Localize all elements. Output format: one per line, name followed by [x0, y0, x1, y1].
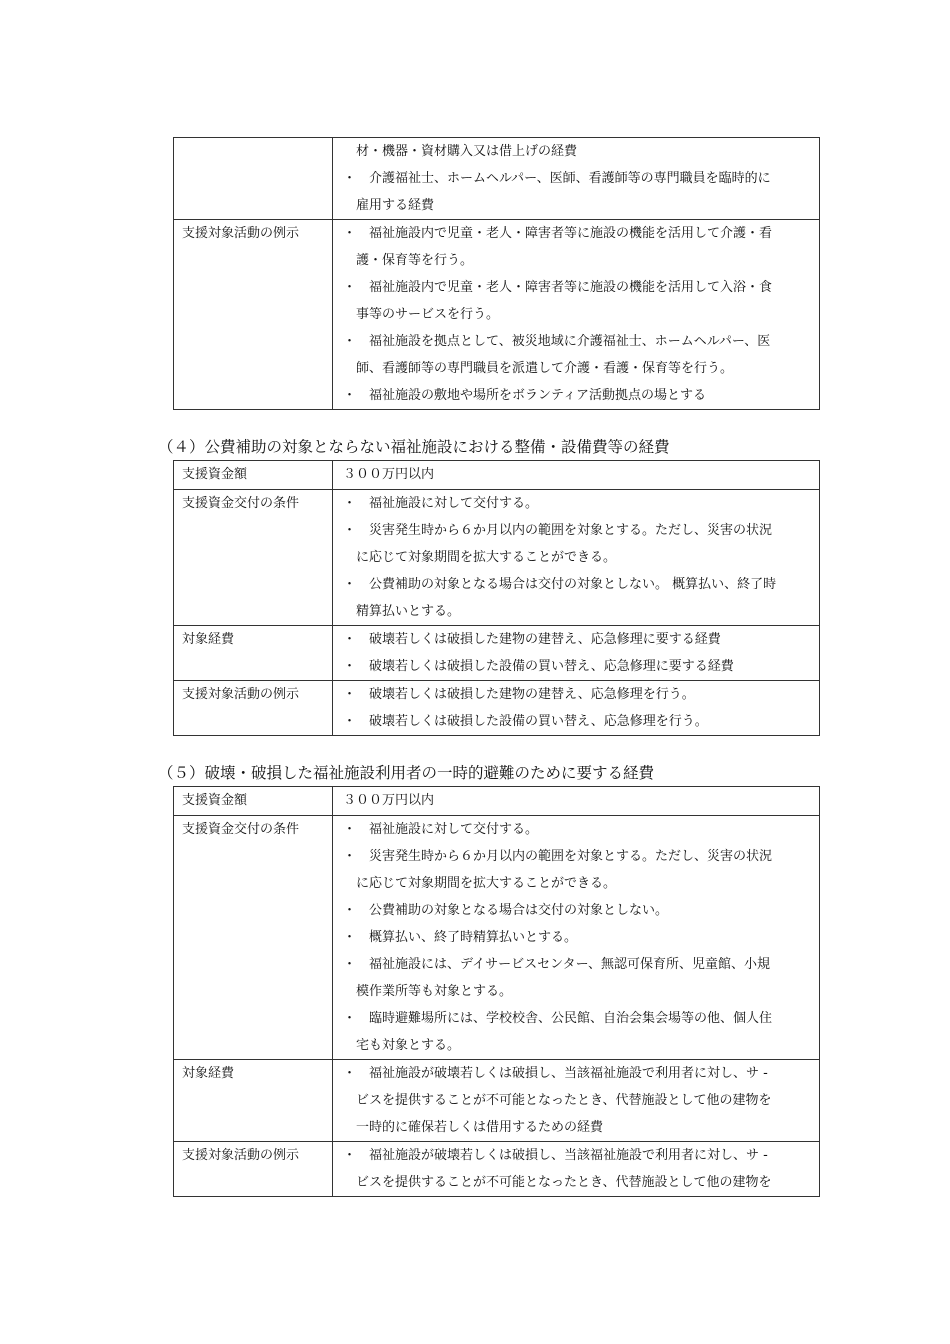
amount-label: 支援資金額: [174, 461, 333, 490]
item-line: [343, 490, 809, 517]
row-label: 支援対象活動の例示: [174, 1142, 333, 1197]
item-line: [343, 328, 809, 355]
row-content: [333, 1142, 820, 1197]
amount-label: 支援資金額: [174, 787, 333, 816]
item-line: [343, 274, 809, 301]
row-label: 対象経費: [174, 626, 333, 681]
bullet-icon: ・: [343, 334, 357, 349]
bullet-item: [343, 1005, 809, 1059]
item-text: 事等のサービスを行う。: [356, 307, 500, 322]
amount-value: ３００万円以内: [333, 461, 820, 490]
table-row: [174, 490, 820, 626]
bullet-item: [343, 165, 809, 219]
table-row: [174, 626, 820, 681]
item-text: 福祉施設が破壊若しくは破損し、当該福祉施設で利用者に対し、サ -: [369, 1148, 768, 1163]
item-text: 破壊若しくは破損した建物の建替え、応急修理に要する経費: [369, 632, 721, 647]
bullet-item: [343, 328, 809, 382]
row-label: 支援資金交付の条件: [174, 816, 333, 1060]
item-text: 福祉施設の敷地や場所をボランティア活動拠点の場とする: [369, 388, 706, 403]
item-line: [343, 924, 809, 951]
item-line: [343, 653, 809, 680]
bullet-icon: ・: [343, 226, 357, 241]
table-body: [174, 461, 820, 736]
item-text: に応じて対象期間を拡大することができる。: [356, 550, 617, 565]
item-text: 福祉施設には、デイサービスセンター、無認可保育所、児童館、小規: [369, 957, 771, 972]
item-text: 災害発生時から６か月以内の範囲を対象とする。ただし、災害の状況: [369, 849, 773, 864]
item-line: [343, 816, 809, 843]
bullet-item: [343, 382, 809, 409]
amount-value: ３００万円以内: [333, 787, 820, 816]
table-row: [174, 1142, 820, 1197]
item-line: [343, 138, 809, 165]
item-text: 模作業所等も対象とする。: [356, 984, 513, 999]
bullet-item: [343, 490, 809, 517]
item-text: 雇用する経費: [356, 198, 435, 213]
bullet-icon: ・: [343, 930, 357, 945]
bullet-icon: ・: [343, 849, 357, 864]
item-text: ビスを提供することが不可能となったとき、代替施設として他の建物を: [356, 1093, 772, 1108]
bullet-item: [343, 220, 809, 274]
item-line: [343, 843, 809, 870]
item-line: [343, 708, 809, 735]
item-text: 災害発生時から６か月以内の範囲を対象とする。ただし、災害の状況: [369, 523, 773, 538]
item-text: 福祉施設が破壊若しくは破損し、当該福祉施設で利用者に対し、サ -: [369, 1066, 768, 1081]
item-text: 福祉施設内で児童・老人・障害者等に施設の機能を活用して介護・看: [369, 226, 773, 241]
row-label: 支援資金交付の条件: [174, 490, 333, 626]
item-text: 公費補助の対象となる場合は交付の対象としない。: [369, 903, 669, 918]
item-text: に応じて対象期間を拡大することができる。: [356, 876, 617, 891]
item-text: 破壊若しくは破損した設備の買い替え、応急修理を行う。: [369, 714, 708, 729]
bullet-item: [343, 708, 809, 735]
item-line: [343, 192, 809, 219]
section-4-heading: （４）公費補助の対象とならない福祉施設における整備・設備費等の経費: [158, 438, 670, 456]
item-line: [343, 1169, 809, 1196]
item-line: [343, 544, 809, 571]
item-line: [343, 1114, 809, 1141]
item-line: [343, 1032, 809, 1059]
item-text: 一時的に確保若しくは借用するための経費: [356, 1120, 604, 1135]
table-body: [174, 138, 820, 410]
bullet-icon: ・: [343, 714, 357, 729]
item-line: [343, 1087, 809, 1114]
bullet-item: [343, 274, 809, 328]
bullet-icon: ・: [343, 388, 357, 403]
table-row: [174, 816, 820, 1060]
item-text: 福祉施設を拠点として、被災地域に介護福祉士、ホームヘルパー、医: [369, 334, 771, 349]
item-line: [343, 247, 809, 274]
bullet-icon: ・: [343, 1011, 357, 1026]
table-row: [174, 1060, 820, 1142]
item-line: [343, 681, 809, 708]
table-section-4: [173, 460, 820, 736]
item-text: 破壊若しくは破損した建物の建替え、応急修理を行う。: [369, 687, 695, 702]
item-line: [343, 626, 809, 653]
item-text: 介護福祉士、ホームヘルパー、医師、看護師等の専門職員を臨時的に: [369, 171, 771, 186]
row-content: [333, 626, 820, 681]
bullet-icon: ・: [343, 903, 357, 918]
item-text: 福祉施設に対して交付する。: [369, 822, 539, 837]
row-label: [174, 138, 333, 220]
bullet-item: [343, 897, 809, 924]
bullet-item: [343, 951, 809, 1005]
item-line: [343, 382, 809, 409]
bullet-icon: ・: [343, 632, 357, 647]
item-line: [343, 897, 809, 924]
item-text: 概算払い、終了時精算払いとする。: [369, 930, 578, 945]
item-line: [343, 220, 809, 247]
item-text: 宅も対象とする。: [356, 1038, 461, 1053]
item-text: 公費補助の対象となる場合は交付の対象としない。 概算払い、終了時: [369, 577, 777, 592]
bullet-item: [343, 816, 809, 843]
bullet-icon: ・: [343, 496, 357, 511]
row-content: [333, 816, 820, 1060]
bullet-item: [343, 517, 809, 571]
item-text: ビスを提供することが不可能となったとき、代替施設として他の建物を: [356, 1175, 772, 1190]
bullet-icon: ・: [343, 659, 357, 674]
item-text: 臨時避難場所には、学校校舎、公民館、自治会集会場等の他、個人住: [369, 1011, 773, 1026]
bullet-item: [343, 843, 809, 897]
row-content: [333, 138, 820, 220]
amount-row: [174, 787, 820, 816]
item-line: [343, 951, 809, 978]
table-row: [174, 138, 820, 220]
bullet-item: [343, 924, 809, 951]
bullet-icon: ・: [343, 1066, 357, 1081]
row-label: 支援対象活動の例示: [174, 220, 333, 410]
item-text: 福祉施設に対して交付する。: [369, 496, 539, 511]
section-5-heading: （５）破壊・破損した福祉施設利用者の一時的避難のために要する経費: [158, 764, 655, 782]
bullet-icon: ・: [343, 280, 357, 295]
bullet-icon: ・: [343, 822, 357, 837]
row-content: [333, 220, 820, 410]
table-section-5: [173, 786, 820, 1197]
item-text: 師、看護師等の専門職員を派遣して介護・看護・保育等を行う。: [356, 361, 734, 376]
row-content: [333, 490, 820, 626]
table-row: [174, 220, 820, 410]
item-text: 精算払いとする。: [356, 604, 461, 619]
item-line: [343, 978, 809, 1005]
bullet-item: [343, 626, 809, 653]
item-line: [343, 1142, 809, 1169]
item-text: 材・機器・資材購入又は借上げの経費: [356, 144, 578, 159]
bullet-icon: ・: [343, 523, 357, 538]
table-body: [174, 787, 820, 1197]
item-line: [343, 517, 809, 544]
item-line: [343, 301, 809, 328]
row-content: [333, 681, 820, 736]
table-row: [174, 681, 820, 736]
row-content: [333, 1060, 820, 1142]
item-text: 破壊若しくは破損した設備の買い替え、応急修理に要する経費: [369, 659, 734, 674]
item-line: [343, 1005, 809, 1032]
bullet-item: [343, 571, 809, 625]
item-line: [343, 870, 809, 897]
item-text: 福祉施設内で児童・老人・障害者等に施設の機能を活用して入浴・食: [369, 280, 773, 295]
item-line: [343, 571, 809, 598]
item-text: 護・保育等を行う。: [356, 253, 474, 268]
item-line: [343, 165, 809, 192]
row-label: 支援対象活動の例示: [174, 681, 333, 736]
bullet-icon: ・: [343, 957, 357, 972]
bullet-item: [343, 1142, 809, 1196]
bullet-item: [343, 1060, 809, 1141]
bullet-icon: ・: [343, 171, 357, 186]
bullet-item: [343, 653, 809, 680]
bullet-icon: ・: [343, 1148, 357, 1163]
bullet-icon: ・: [343, 577, 357, 592]
row-label: 対象経費: [174, 1060, 333, 1142]
table-continued: [173, 137, 820, 410]
bullet-icon: ・: [343, 687, 357, 702]
amount-row: [174, 461, 820, 490]
bullet-item: [343, 138, 809, 165]
item-line: [343, 598, 809, 625]
item-line: [343, 355, 809, 382]
bullet-item: [343, 681, 809, 708]
item-line: [343, 1060, 809, 1087]
